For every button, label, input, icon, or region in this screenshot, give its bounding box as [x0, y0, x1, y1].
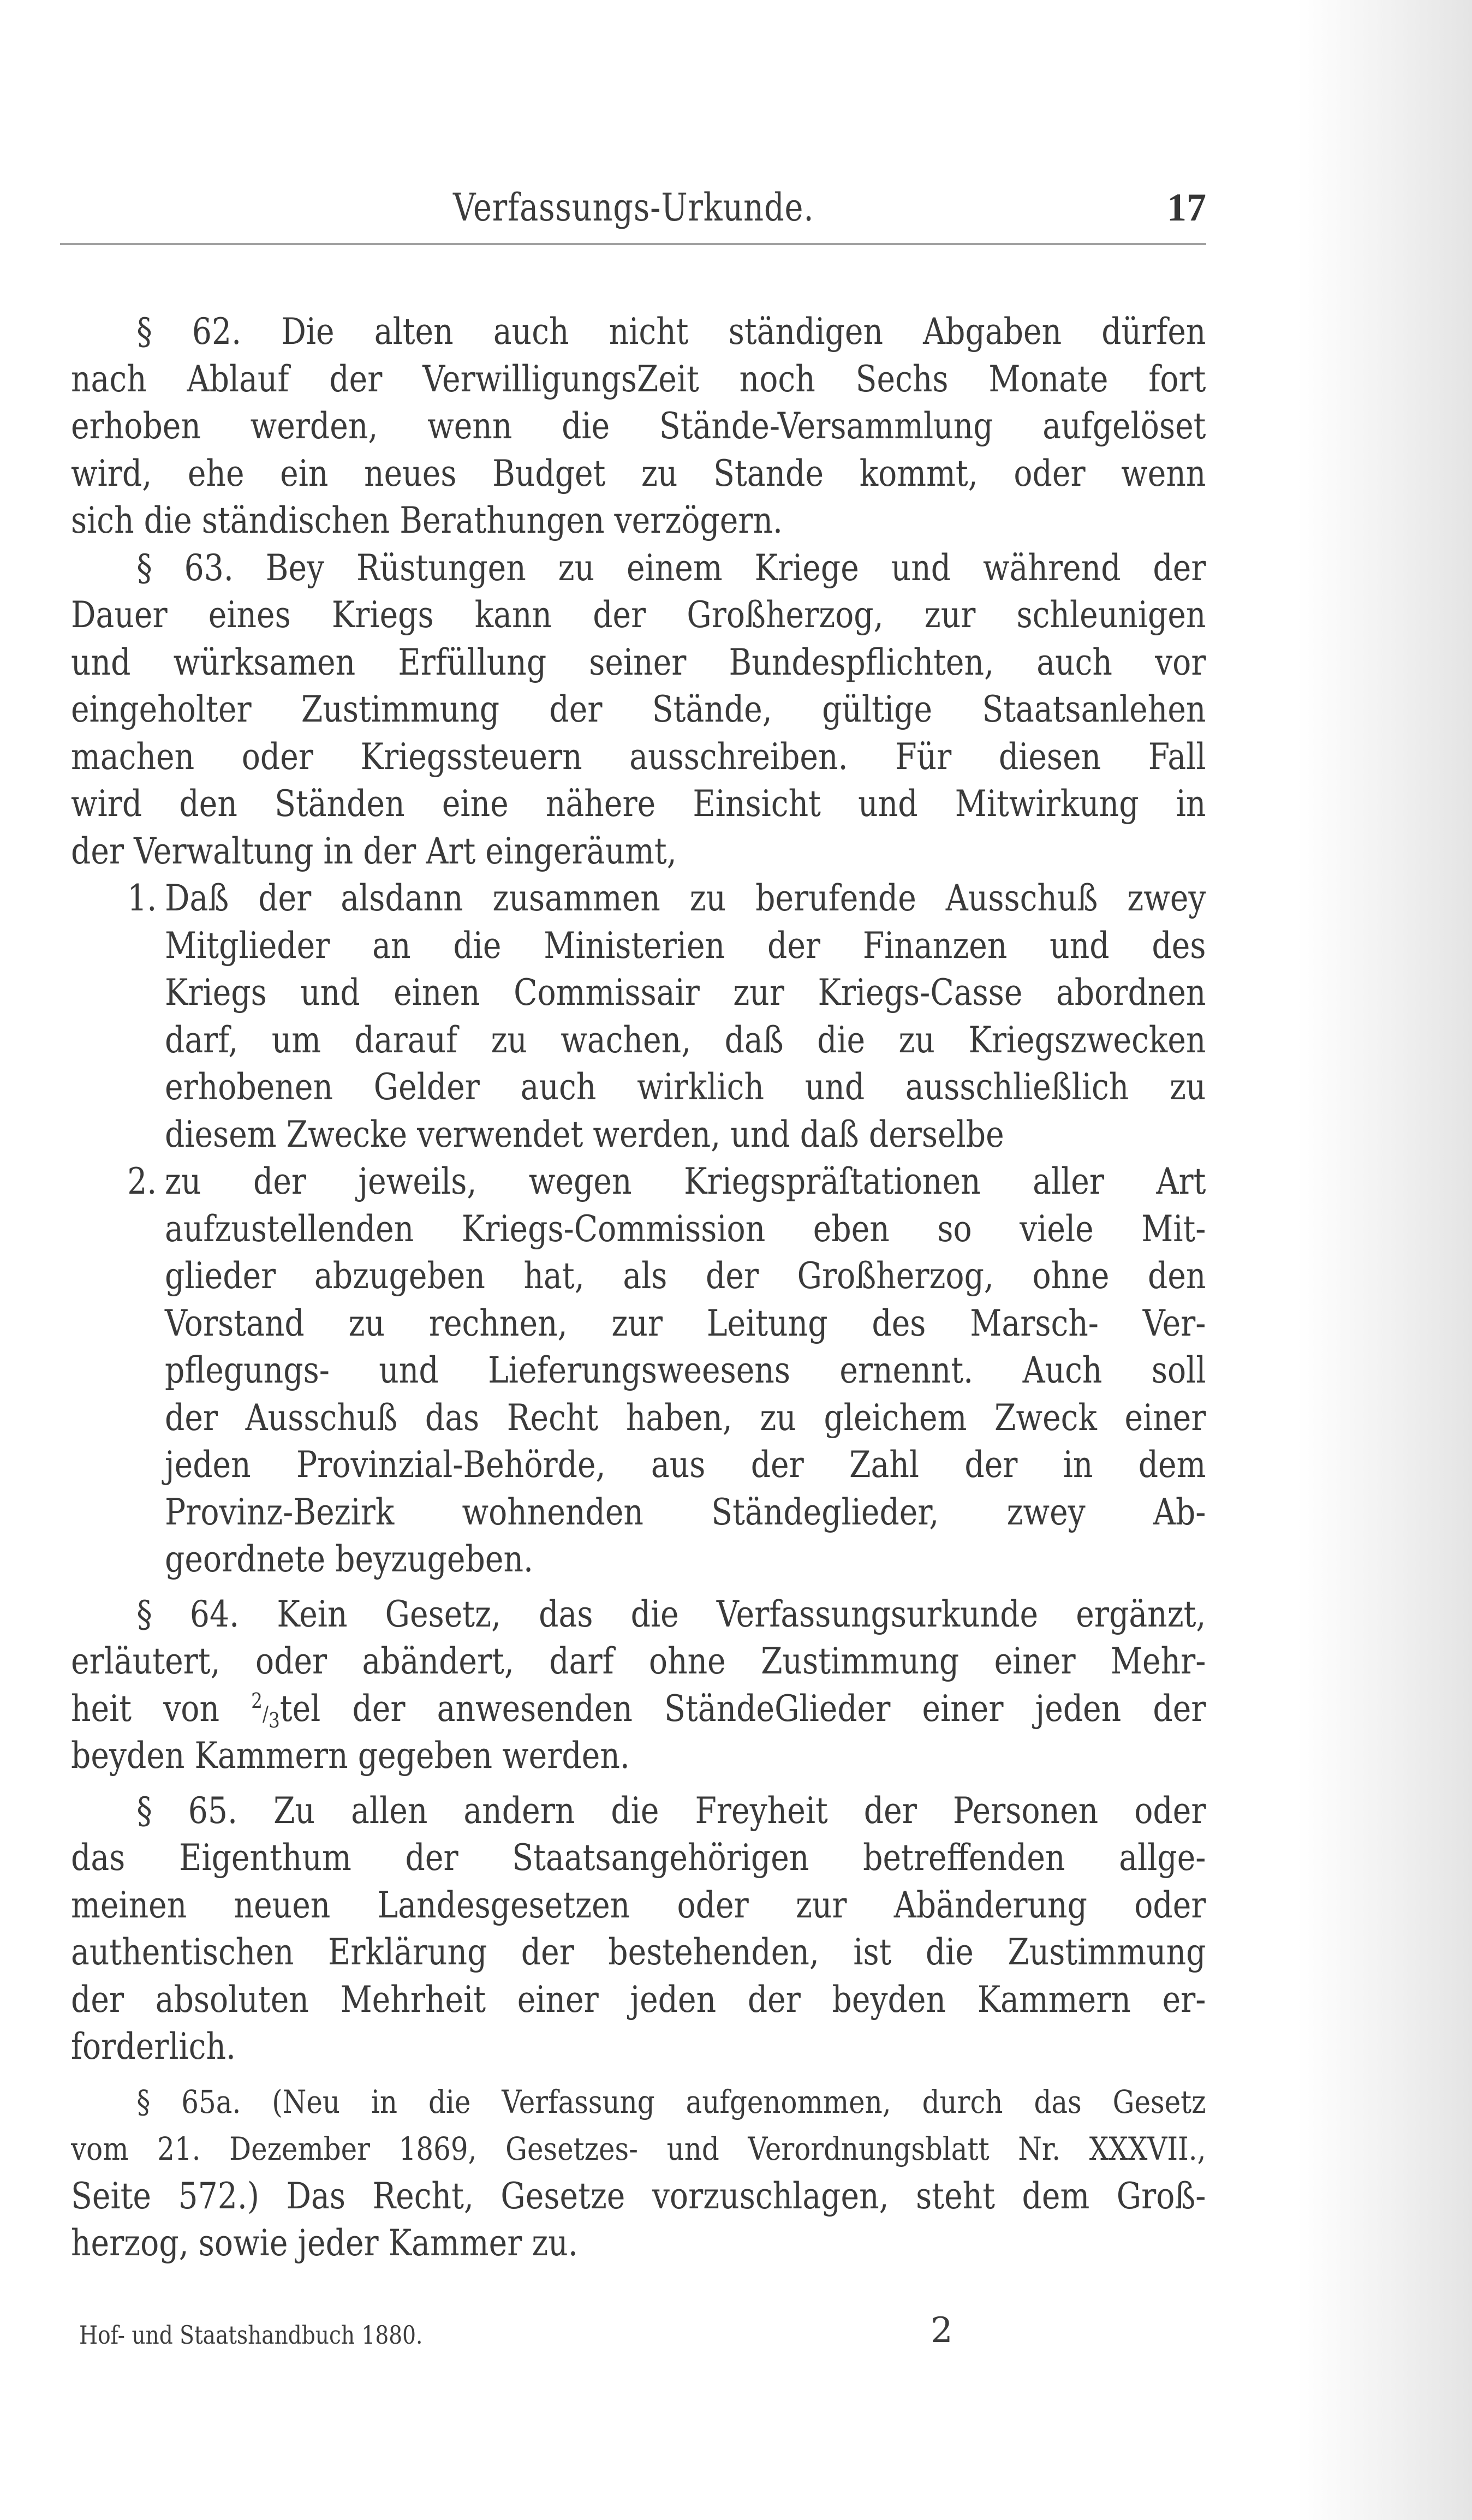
text-line: erläutert, oder abändert, darf ohne Zustimmung einer Mehr- — [71, 1640, 1206, 1682]
text-line: Vorstand zu rechnen, zur Leitung des Marsch- Ver- — [165, 1302, 1206, 1344]
page-body — [71, 308, 1206, 2267]
text-line: Dauer eines Kriegs kann der Großherzog, zur schleunigen — [71, 594, 1206, 636]
text-line: beyden Kammern gegeben werden. — [71, 1735, 630, 1777]
text-line: § 64. Kein Gesetz, das die Verfassungsurkunde ergänzt, — [136, 1593, 1206, 1635]
page-footer — [79, 2310, 1214, 2357]
fraction: 2/3 — [251, 1688, 280, 1732]
text-line: wird den Ständen eine nähere Einsicht und Mitwirkung in — [71, 783, 1206, 825]
text-line: darf, um darauf zu wachen, daß die zu Kriegszwecken — [165, 1018, 1206, 1061]
text-line: 1. Daß der alsdann zusammen zu berufende Ausschuß zwey — [71, 875, 1206, 922]
signature-mark: 2 — [931, 2310, 953, 2351]
list-item-2 — [71, 1158, 1206, 1583]
text-line: geordnete beyzugeben. — [165, 1538, 534, 1580]
text-line: eingeholter Zustimmung der Stände, gültige Staatsanlehen — [71, 688, 1206, 730]
text-line: diesem Zwecke verwendet werden, und daß derselbe — [165, 1113, 1004, 1155]
text-line: der Verwaltung in der Art eingeräumt, — [71, 830, 677, 872]
text-line: erhoben werden, wenn die Stände-Versammlung aufgelöset — [71, 405, 1206, 447]
text-line: § 65. Zu allen andern die Freyheit der Personen oder — [136, 1789, 1206, 1832]
text-line: § 65a. (Neu in die Verfassung aufgenommen, durch das Gesetz — [136, 2083, 1206, 2120]
text-line: pflegungs- und Lieferungsweesens ernennt. Auch soll — [165, 1349, 1206, 1391]
text-line: § 63. Bey Rüstungen zu einem Kriege und während der — [136, 546, 1206, 589]
running-title: Verfassungs-Urkunde. — [453, 185, 814, 230]
list-marker: 2. — [127, 1160, 157, 1202]
text-line: heit von 2/3tel der anwesenden StändeGlieder einer jeden der — [71, 1687, 1206, 1732]
running-head — [71, 180, 1206, 235]
paragraph-gap — [71, 2071, 1206, 2078]
text-line: jeden Provinzial-Behörde, aus der Zahl der in dem — [165, 1444, 1206, 1486]
text-line: § 62. Die alten auch nicht ständigen Abgaben dürfen — [136, 311, 1206, 353]
paragraph-65a — [71, 2078, 1206, 2267]
list-marker: 1. — [127, 877, 157, 919]
text-line: herzog, sowie jeder Kammer zu. — [71, 2222, 578, 2264]
text-line: nach Ablauf der VerwilligungsZeit noch Sechs Monate fort — [71, 358, 1206, 400]
text-line: meinen neuen Landesgesetzen oder zur Abänderung oder — [71, 1884, 1206, 1926]
page-number: 17 — [1167, 186, 1206, 229]
text-line: forderlich. — [71, 2025, 236, 2068]
list-item-1 — [71, 875, 1206, 1158]
page-edge-shadow — [1297, 0, 1472, 2520]
text-line: vom 21. Dezember 1869, Gesetzes- und Verordnungsblatt Nr. XXXVII., — [71, 2130, 1206, 2167]
text-line: 2. zu der jeweils, wegen Kriegspräſtationen aller Art — [71, 1158, 1206, 1206]
text-line: aufzustellenden Kriegs-Commission eben so viele Mit- — [165, 1207, 1206, 1250]
paragraph-65 — [71, 1788, 1206, 2071]
text-line: Kriegs und einen Commissair zur Kriegs-Casse abordnen — [165, 972, 1206, 1014]
paragraph-63 — [71, 545, 1206, 1583]
text-line: das Eigenthum der Staatsangehörigen betreffenden allge- — [71, 1837, 1206, 1879]
text-line: und würksamen Erfüllung seiner Bundespflichten, auch vor — [71, 641, 1206, 683]
text-line: erhobenen Gelder auch wirklich und ausschließlich zu — [165, 1066, 1206, 1108]
text-line: Provinz-Bezirk wohnenden Ständeglieder, zwey Ab- — [165, 1491, 1206, 1533]
paragraph-gap — [71, 1583, 1206, 1591]
paragraph-64 — [71, 1591, 1206, 1780]
text-line: machen oder Kriegssteuern ausschreiben. Für diesen Fall — [71, 735, 1206, 778]
text-line: Seite 572.) Das Recht, Gesetze vorzuschlagen, steht dem Groß- — [71, 2175, 1206, 2217]
text-line: wird, ehe ein neues Budget zu Stande kommt, oder wenn — [71, 452, 1206, 495]
text-line: Mitglieder an die Ministerien der Finanzen und des — [165, 924, 1206, 967]
paragraph-gap — [71, 1780, 1206, 1788]
text-line: der Ausschuß das Recht haben, zu gleichem Zweck einer — [165, 1396, 1206, 1439]
footer-imprint: Hof- und Staatshandbuch 1880. — [79, 2320, 423, 2350]
paragraph-62 — [71, 308, 1206, 545]
text-line: authentischen Erklärung der bestehenden, ist die Zustimmung — [71, 1931, 1206, 1973]
text-line: glieder abzugeben hat, als der Großherzog, ohne den — [165, 1255, 1206, 1297]
text-line: sich die ständischen Berathungen verzögern. — [71, 499, 783, 541]
header-rule — [60, 243, 1206, 245]
text-line: der absoluten Mehrheit einer jeden der beyden Kammern er- — [71, 1978, 1206, 2021]
